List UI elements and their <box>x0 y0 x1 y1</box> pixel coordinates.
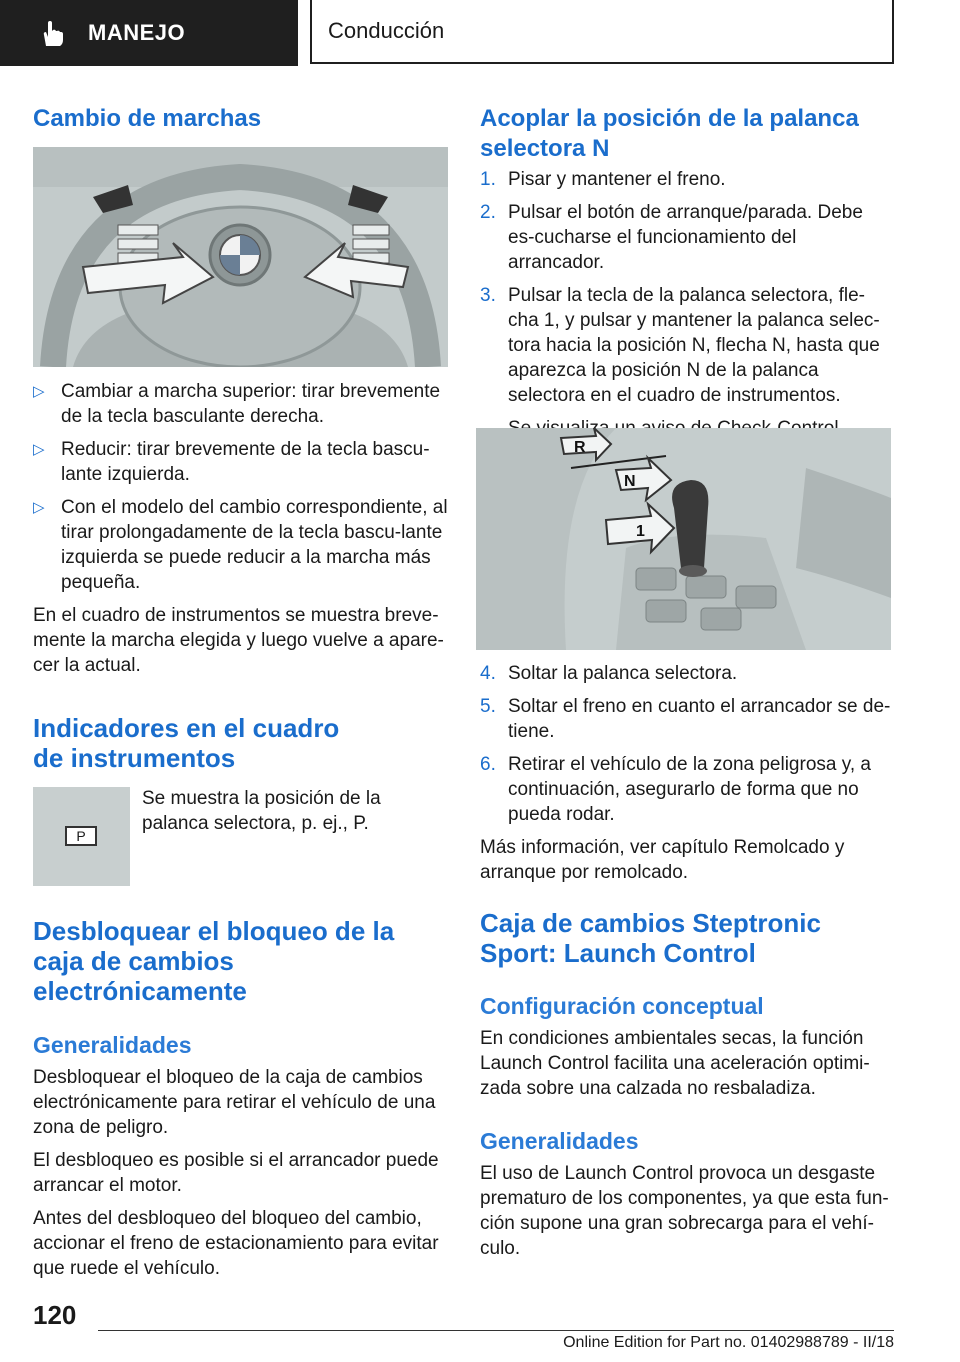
shifting-title: Cambio de marchas <box>33 105 262 132</box>
concept-text: En condiciones ambientales secas, la función Launch Control facilita una aceleración optimi-zada sobre una calzada no resbaladiza. <box>480 1028 870 1099</box>
section-label: MANEJO <box>88 20 186 45</box>
right-general-section <box>480 1127 894 1261</box>
chapter-label: Conducción <box>328 18 445 43</box>
shifting-list-block <box>33 379 448 678</box>
step-item: 3. Pulsar la tecla de la palanca selectora, fle-cha 1, y pulsar y mantener la palanca selec-tora hacia la posición N, flecha N, hasta que aparezca la posición N de la palanca selectora en el cuadro de instrumentos. <box>480 285 880 406</box>
selector-lever-figure <box>476 428 891 650</box>
engage-title: Acoplar la posición de la palanca selectora N <box>480 105 859 162</box>
steptronic-title: Caja de cambios Steptronic Sport: Launch Control <box>480 908 821 968</box>
steering-wheel-illustration <box>33 147 448 367</box>
hand-icon <box>38 18 68 48</box>
indicators-title: Indicadores en el cuadro de instrumentos <box>33 713 340 773</box>
gear-symbol: P <box>76 828 86 844</box>
step-item: 2. Pulsar el botón de arranque/parada. Debe es-cucharse el funcionamiento del arrancador. <box>480 202 863 273</box>
shifting-paragraph: En el cuadro de instrumentos se muestra breve-mente la marcha elegida y luego vuelve a apare-cer la actual. <box>33 605 444 676</box>
more-info-text: Más información, ver capítulo Remolcado y arranque por remolcado. <box>480 837 845 883</box>
list-item: ▷ Con el modelo del cambio correspondiente, al tirar prolongadamente de la tecla bascu-lante izquierda se puede reducir a la marcha más pequeña. <box>33 495 448 595</box>
footer-divider <box>98 1330 894 1331</box>
concept-section <box>480 992 894 1101</box>
indicators-text: Se muestra la posición de la palanca selectora, p. ej., P. <box>142 788 381 834</box>
left-general-para: Antes del desbloqueo del bloqueo del cambio, accionar el freno de estacionamiento para evitar que ruede el vehículo. <box>33 1208 439 1279</box>
selector-label-n: N <box>624 473 636 490</box>
concept-title: Configuración conceptual <box>480 993 764 1019</box>
chapter-header <box>310 0 894 64</box>
engage-steps <box>480 167 894 408</box>
list-item: ▷ Cambiar a marcha superior: tirar brevemente de la tecla basculante derecha. <box>33 379 448 429</box>
left-general-title: Generalidades <box>33 1032 192 1058</box>
left-general-section <box>33 1031 448 1281</box>
gear-indicator <box>65 826 97 846</box>
left-general-para: Desbloquear el bloqueo de la caja de cambios electrónicamente para retirar el vehículo de una zona de peligro. <box>33 1067 436 1138</box>
step-item: 5. Soltar el freno en cuanto el arrancador se de-tiene. <box>480 696 891 742</box>
step-item: 6. Retirar el vehículo de la zona peligrosa y, a continuación, asegurarlo de forma que no pueda rodar. <box>480 754 871 825</box>
indicators-text-block <box>142 786 448 836</box>
step-item: 4. Soltar la palanca selectora. <box>480 663 738 684</box>
section-tab <box>0 0 298 66</box>
list-item: ▷ Reducir: tirar brevemente de la tecla bascu-lante izquierda. <box>33 437 448 487</box>
selector-lever-illustration <box>476 428 891 650</box>
footer-edition: Online Edition for Part no. 01402988789 - II/18 <box>563 1334 894 1351</box>
release-steps <box>480 661 894 827</box>
release-steps-block <box>480 661 894 885</box>
unlock-title: Desbloquear el bloqueo de la caja de cambios electrónicamente <box>33 916 395 1006</box>
right-general-title: Generalidades <box>480 1128 639 1154</box>
step-item: 1. Pisar y mantener el freno. <box>480 169 726 190</box>
shifting-list <box>33 379 448 595</box>
right-general-text: El uso de Launch Control provoca un desgaste prematuro de los componentes, ya que esta fun-ción supone una gran sobrecarga para el vehí-culo. <box>480 1163 889 1259</box>
page-number: 120 <box>33 1300 77 1330</box>
steering-wheel-figure <box>33 147 448 367</box>
selector-label-r: R <box>574 439 586 456</box>
engage-steps-block <box>480 167 894 441</box>
left-general-para: El desbloqueo es posible si el arrancador puede arrancar el motor. <box>33 1150 439 1196</box>
selector-label-one: 1 <box>636 523 645 540</box>
instrument-display-figure <box>33 787 130 886</box>
